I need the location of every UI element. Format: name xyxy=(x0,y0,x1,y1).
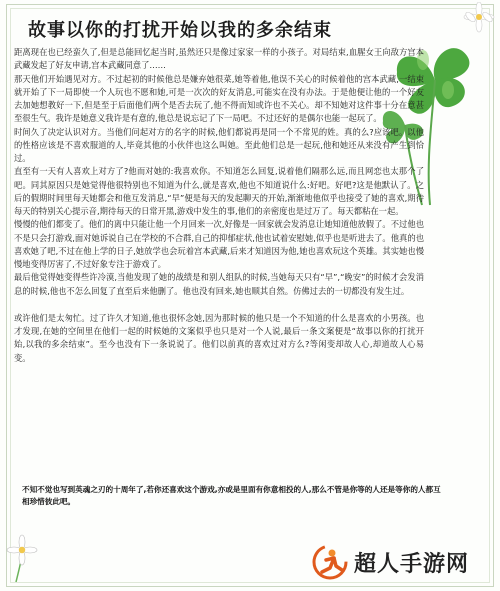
paragraph: 那天他们开始遇见对方。不过起初的时候他总是嫌弃她很菜,她等着他,他误不关心的时候着他的宫本武藏,一结束就开始了下一局即使一个人玩也不愿和她,可是一次次的好友消息,可能实在没有办法。于是他便让他的一个好友去加她想教好一下,但是至于后面他们两个是否去玩了,他不得而知或许也不关心。却不知她对这件事十分在意甚至很生气。我许是她意义我许是有意的,他总是说忘记了下一局吧。不过还好的是偶尔也能一起玩了。 xyxy=(14,73,424,124)
page-title: 故事以你的打扰开始以我的多余结束 xyxy=(28,20,332,41)
paragraph: 直至有一天有人喜欢上对方了?他而对她的:我喜欢你。不知道怎么回复,说着他们隔那么远,而且网恋也太那个了吧。同其原因只是她觉得他很特别也不知道为什么,就是喜欢,他也不知道说什么:好吧。好吧?这是他默认了。之后的假期时间里每天她都会和他互发消息,“早”便是每天的发起聊天的开始,渐渐地他似乎也接受了她的喜欢,期待每天的特别关心提示音,期待每天的日常开黑,游戏中发生的事,他们的亲密度也是过万了。每天都粘在一起。 xyxy=(14,166,424,216)
paragraph: 最后他觉得她变得些许冷漠,当他发现了她的战绩是和别人组队的时候,当她每天只有“早”,“晚安”的时候才会发消息的时候,他也不怎么回复了直至后来他删了。他也没有回来,她也顺其自然。仿佛过去的一切都没有发生过。 xyxy=(14,272,424,296)
paragraph: 或许他们是太匆忙。过了许久才知道,他也很怀念她,因为那时候的他只是一个不知道的什么是喜欢的小男孩。也才发现,在她的空间里在他们一起的时候她的文案似乎也只是对一个人说,最后一条文案便是“故事以你的打扰开始,以我的多余结束”。至今也没有下一条说说了。他们以前真的喜欢过对方么?等闲变却故人心,却道故人心易变。 xyxy=(14,312,424,363)
story-body xyxy=(14,46,424,365)
watermark-text: 超人手游网 xyxy=(354,551,470,577)
running-person-icon xyxy=(312,544,348,580)
daisy-icon xyxy=(2,532,42,582)
paragraph: 慢慢的他们都变了。他们的离中只能让他一个月回来一次,好像是一回家就会发消息让她知道他放假了。不过他也不是只会打游戏,面对她诉说自己在学校的不合群,自己的抑郁症状,他也试着安慰她,似乎也是听进去了。他真的也喜欢她了吧,不过在他上学的日子,她放学也会玩着宫本武藏,后来才知道因为他,她也喜欢玩这个英雄。其实她也慢慢地变得厉害了,不过好象专注于游戏了。 xyxy=(14,219,424,269)
paragraph-gap xyxy=(14,298,424,312)
paragraph: 时间久了决定认识对方。当他们问起对方的名字的时候,他们都说再是同一个不常见的姓。真的么?应该吧。以他的性格应该是不喜欢服道的人,毕竟其他的小伙伴也这么叫她。至此他们总是一起玩,他和她还从来没有产生到恰过。 xyxy=(14,126,424,163)
closing-note: 不知不觉也写到英魂之刃的十周年了,若你还喜欢这个游戏,亦或是里面有你意相投的人,那么不管是你等的人还是等你的人都互相珍惜彼此吧。 xyxy=(22,485,441,506)
paragraph: 距离现在也已经蛮久了,但是总能回忆起当时,虽然还只是像过家家一样的小孩子。对局结束,血腥女王向敌方宫本武藏发起了好友申请,宫本武藏同意了…… xyxy=(14,47,424,71)
site-watermark xyxy=(312,540,496,584)
